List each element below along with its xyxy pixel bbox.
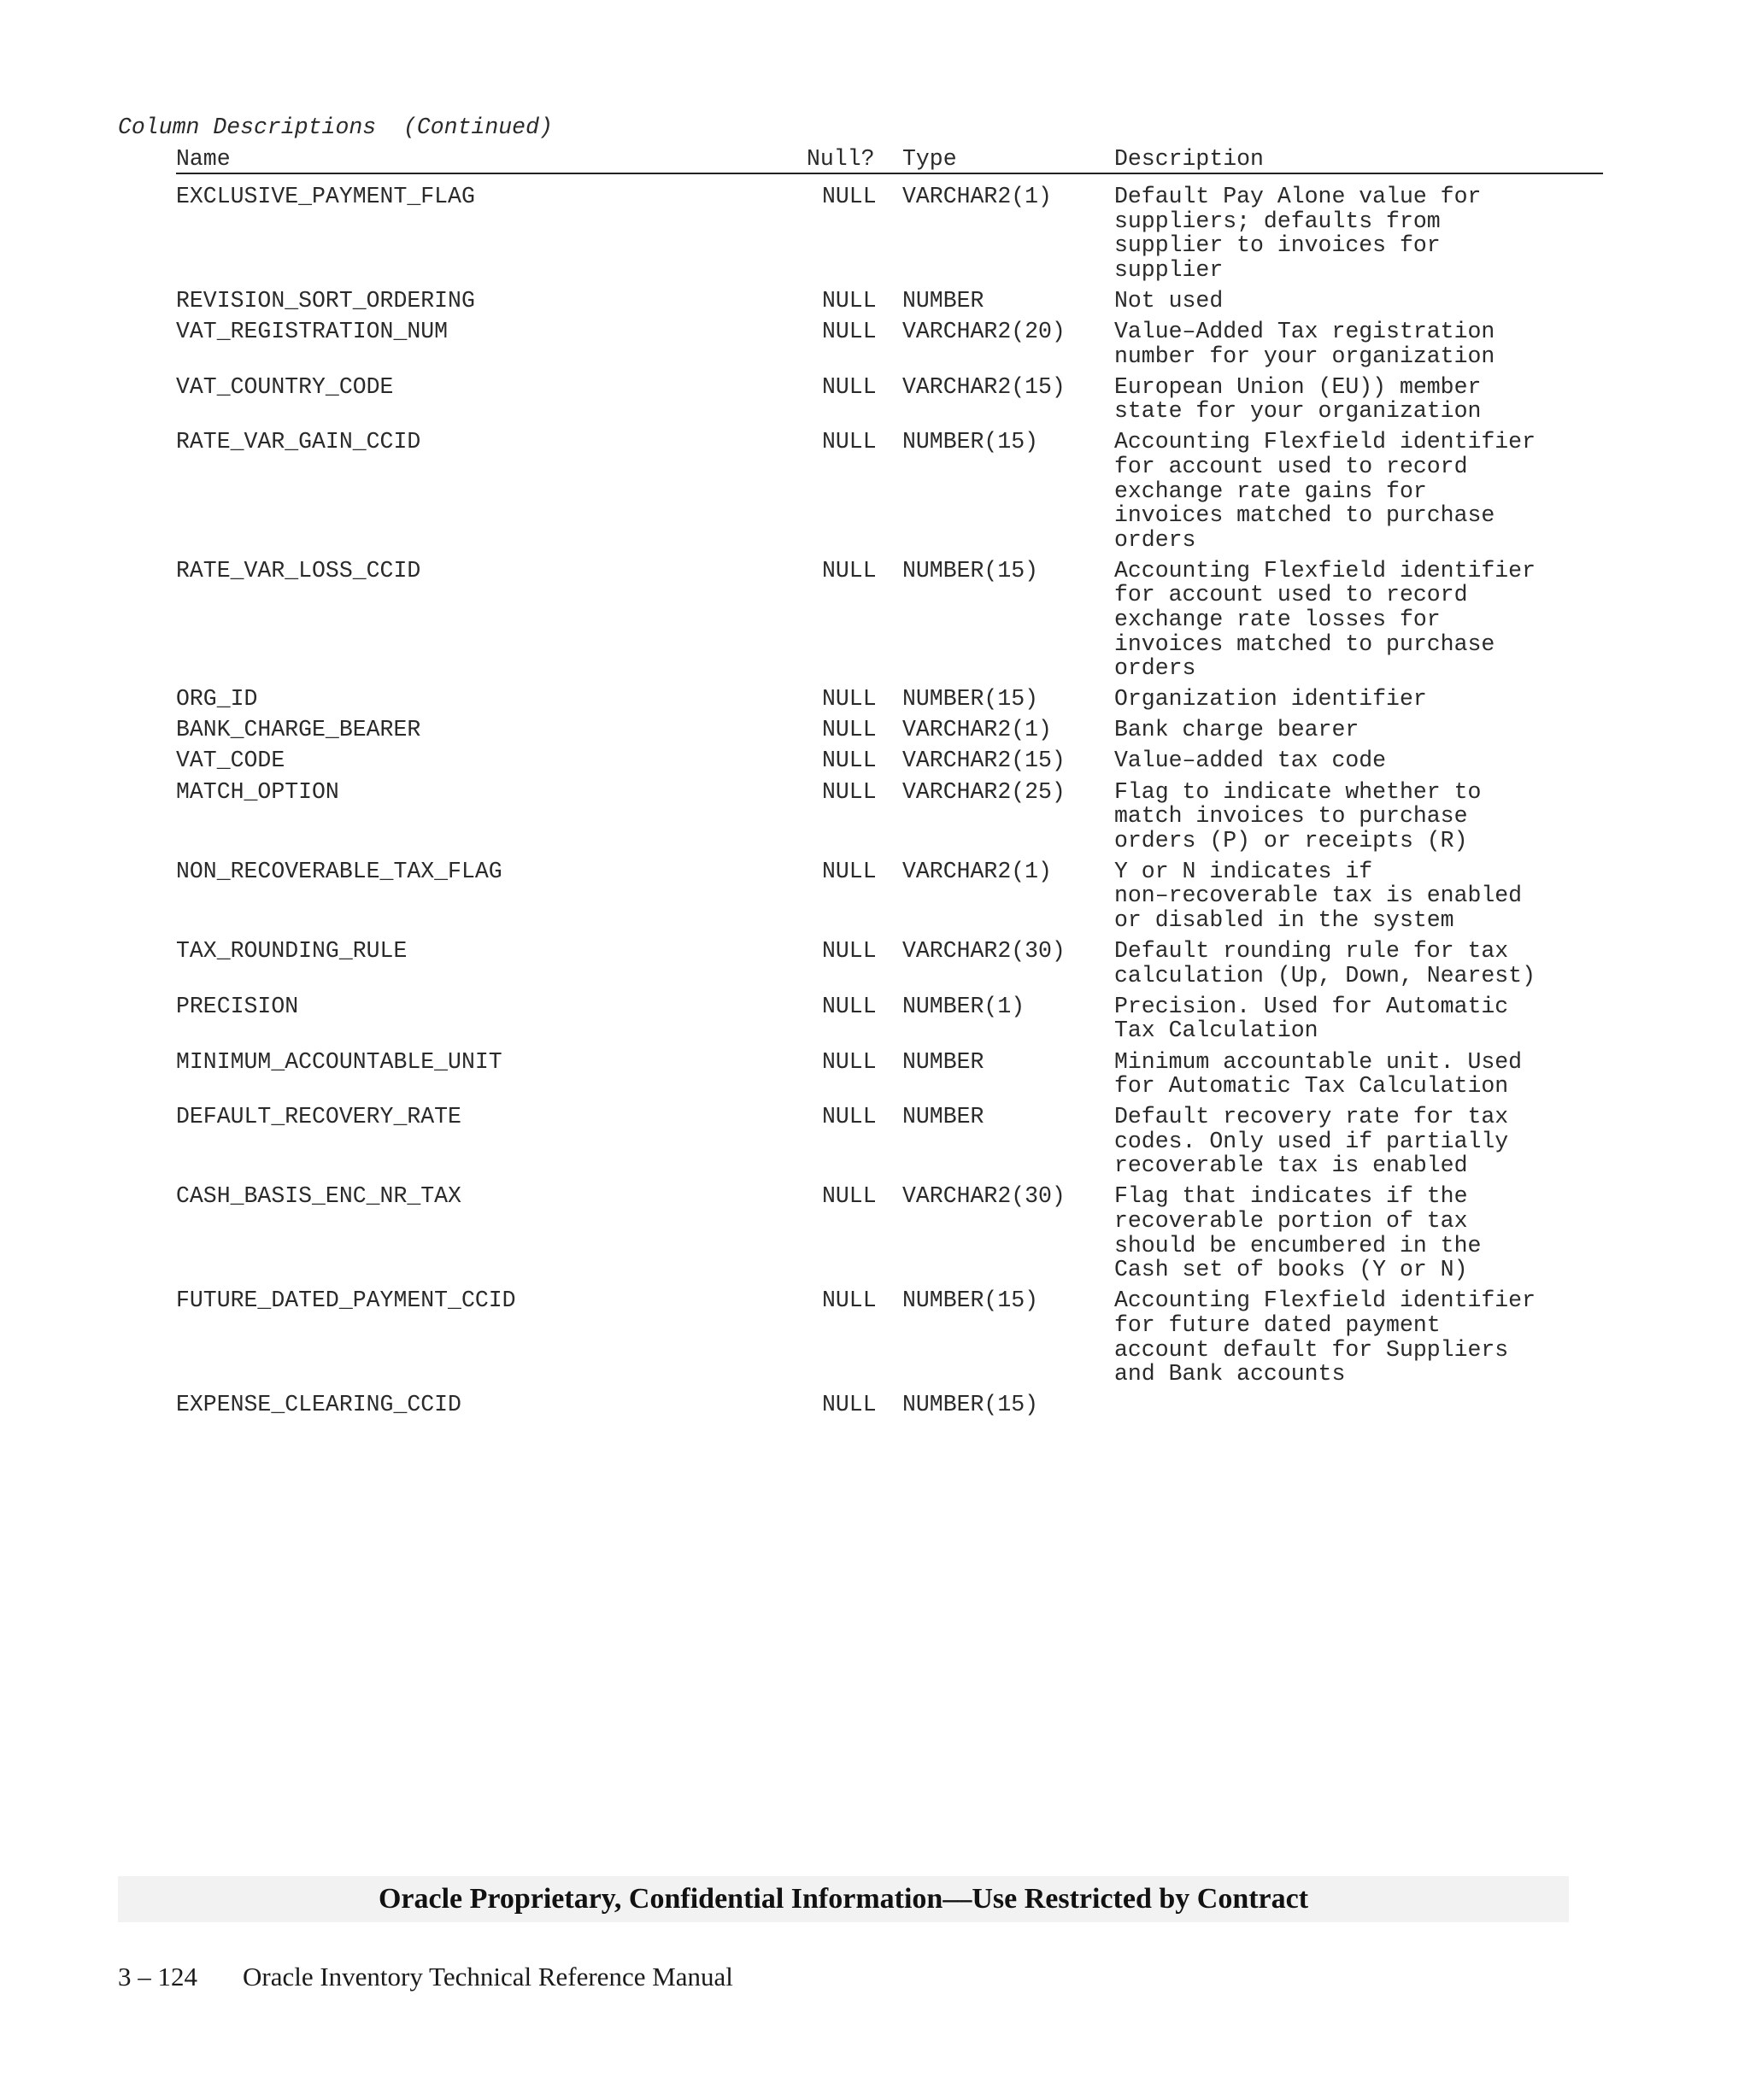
table-row (176, 859, 1603, 933)
column-description: Precision. Used for Automatic Tax Calculation (1114, 993, 1509, 1044)
table-row (176, 994, 1603, 1043)
column-null: NULL (822, 1288, 877, 1314)
column-name: PRECISION (176, 993, 299, 1019)
table-header (176, 147, 1603, 174)
header-null: Null? (807, 146, 875, 172)
column-name: TAX_ROUNDING_RULE (176, 938, 408, 965)
column-description: Not used (1114, 287, 1224, 314)
column-null: NULL (822, 686, 877, 713)
column-descriptions-table (176, 147, 1603, 1423)
column-description: Bank charge bearer (1114, 717, 1359, 743)
column-null: NULL (822, 858, 877, 884)
column-type: VARCHAR2(20) (902, 318, 1066, 344)
table-row (176, 748, 1603, 773)
table-row (176, 939, 1603, 988)
column-type: VARCHAR2(1) (902, 858, 1052, 884)
column-null: NULL (822, 287, 877, 314)
column-type: NUMBER(1) (902, 993, 1025, 1019)
table-row (176, 1050, 1603, 1099)
column-null: NULL (822, 748, 877, 774)
column-null: NULL (822, 993, 877, 1019)
table-row (176, 559, 1603, 681)
column-null: NULL (822, 184, 877, 209)
column-type: VARCHAR2(15) (902, 748, 1066, 774)
table-row (176, 1105, 1603, 1178)
column-description: Accounting Flexfield identifier for account used to record exchange rate losses for invoices matched to purchase orders (1114, 557, 1536, 682)
column-type: VARCHAR2(30) (902, 938, 1066, 965)
column-type: NUMBER(15) (902, 429, 1039, 455)
column-null: NULL (822, 1183, 877, 1210)
column-type: VARCHAR2(1) (902, 184, 1052, 209)
column-null: NULL (822, 1392, 877, 1418)
column-name: REVISION_SORT_ORDERING (176, 287, 475, 314)
section-title: Column Descriptions (Continued) (118, 114, 553, 140)
column-null: NULL (822, 717, 877, 743)
column-null: NULL (822, 318, 877, 344)
header-type: Type (902, 146, 957, 172)
column-type: NUMBER(15) (902, 1392, 1039, 1418)
column-type: NUMBER(15) (902, 686, 1039, 713)
column-description: Default rounding rule for tax calculation (Up, Down, Nearest) (1114, 938, 1536, 988)
column-name: ORG_ID (176, 686, 258, 713)
column-name: RATE_VAR_LOSS_CCID (176, 557, 421, 584)
column-name: EXPENSE_CLEARING_CCID (176, 1392, 461, 1418)
column-name: BANK_CHARGE_BEARER (176, 717, 421, 743)
column-name: MINIMUM_ACCOUNTABLE_UNIT (176, 1048, 502, 1075)
column-description: Accounting Flexfield identifier for future dated payment account default for Suppliers and Bank accounts (1114, 1288, 1536, 1387)
column-description: Flag to indicate whether to match invoices to purchase orders (P) or receipts (R) (1114, 778, 1482, 853)
table-row (176, 430, 1603, 552)
table-row (176, 1184, 1603, 1282)
column-description: Default recovery rate for tax codes. Only used if partially recoverable tax is enabled (1114, 1104, 1509, 1179)
column-description: Value–added tax code (1114, 748, 1387, 774)
confidentiality-banner: Oracle Proprietary, Confidential Information––Use Restricted by Contract (118, 1876, 1569, 1922)
column-type: NUMBER (902, 1104, 984, 1130)
column-type: NUMBER(15) (902, 1288, 1039, 1314)
table-row (176, 1393, 1603, 1417)
column-name: NON_RECOVERABLE_TAX_FLAG (176, 858, 502, 884)
column-type: NUMBER(15) (902, 557, 1039, 584)
column-type: VARCHAR2(30) (902, 1183, 1066, 1210)
column-description: Flag that indicates if the recoverable portion of tax should be encumbered in the Cash set of books (Y or N) (1114, 1183, 1482, 1283)
table-row (176, 718, 1603, 742)
column-type: VARCHAR2(15) (902, 373, 1066, 400)
column-description: Value–Added Tax registration number for your organization (1114, 318, 1495, 369)
column-null: NULL (822, 429, 877, 455)
column-name: VAT_CODE (176, 748, 285, 774)
column-type: VARCHAR2(25) (902, 778, 1066, 805)
column-null: NULL (822, 373, 877, 400)
column-name: MATCH_OPTION (176, 778, 339, 805)
column-name: FUTURE_DATED_PAYMENT_CCID (176, 1288, 516, 1314)
table-row (176, 185, 1603, 282)
column-null: NULL (822, 938, 877, 965)
table-row (176, 1288, 1603, 1386)
column-type: NUMBER (902, 1048, 984, 1075)
manual-title: Oracle Inventory Technical Reference Manual (243, 1962, 733, 1991)
table-row (176, 320, 1603, 368)
column-description: Organization identifier (1114, 686, 1427, 713)
column-description: Minimum accountable unit. Used for Automatic Tax Calculation (1114, 1048, 1523, 1100)
column-name: CASH_BASIS_ENC_NR_TAX (176, 1183, 461, 1210)
header-name: Name (176, 146, 231, 172)
column-description: Default Pay Alone value for suppliers; defaults from supplier to invoices for supplier (1114, 184, 1482, 283)
table-row (176, 375, 1603, 424)
column-type: NUMBER (902, 287, 984, 314)
header-description: Description (1114, 146, 1264, 172)
column-name: DEFAULT_RECOVERY_RATE (176, 1104, 461, 1130)
column-null: NULL (822, 1104, 877, 1130)
column-description: Y or N indicates if non–recoverable tax is enabled or disabled in the system (1114, 858, 1523, 934)
column-type: VARCHAR2(1) (902, 717, 1052, 743)
table-row (176, 780, 1603, 853)
column-name: VAT_REGISTRATION_NUM (176, 318, 449, 344)
column-description: European Union (EU)) member state for your organization (1114, 373, 1482, 425)
column-name: VAT_COUNTRY_CODE (176, 373, 394, 400)
table-row (176, 687, 1603, 712)
page-footer (118, 1962, 733, 1992)
column-name: RATE_VAR_GAIN_CCID (176, 429, 421, 455)
column-null: NULL (822, 557, 877, 584)
table-body (176, 174, 1603, 1417)
column-description (1114, 1393, 1603, 1417)
column-null: NULL (822, 778, 877, 805)
table-row (176, 289, 1603, 314)
column-name: EXCLUSIVE_PAYMENT_FLAG (176, 184, 475, 209)
column-description: Accounting Flexfield identifier for account used to record exchange rate gains for invoices matched to purchase orders (1114, 429, 1536, 553)
page-number: 3 – 124 (118, 1962, 197, 1991)
column-null: NULL (822, 1048, 877, 1075)
